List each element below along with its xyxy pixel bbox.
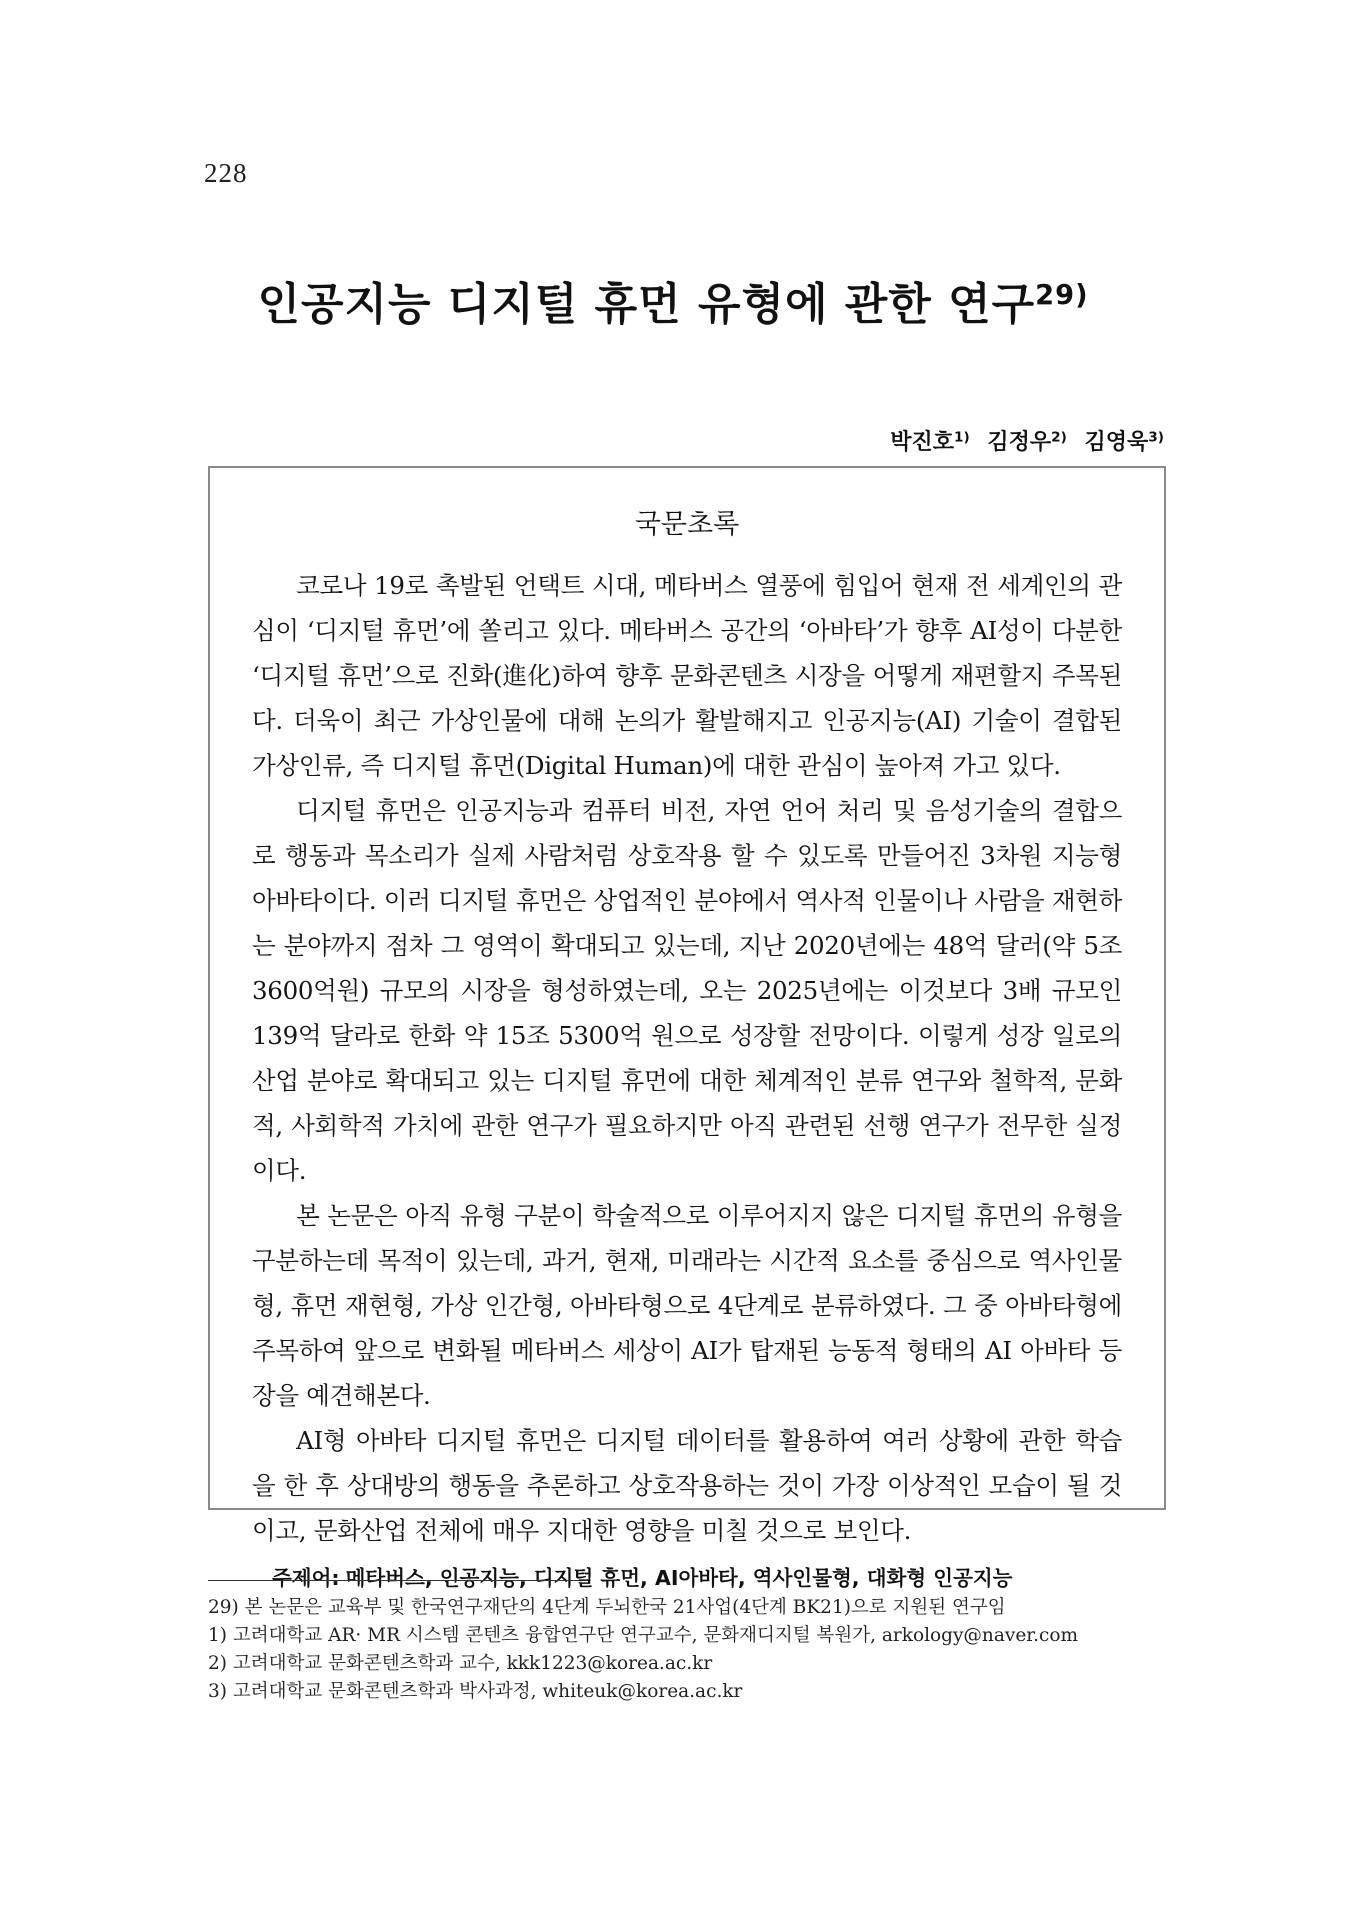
footnote: 2) 고려대학교 문화콘텐츠학과 교수, kkk1223@korea.ac.kr	[208, 1653, 713, 1674]
keywords-list: 메타버스, 인공지능, 디지털 휴먼, AI아바타, 역사인물형, 대화형 인공지능	[345, 1566, 1013, 1590]
author-list	[880, 425, 1164, 456]
author-name: 김정우	[987, 430, 1052, 455]
footnote: 29) 본 논문은 교육부 및 한국연구재단의 4단계 두뇌한국 21사업(4단계 BK21)으로 지원된 연구임	[208, 1597, 1006, 1618]
author-footnote-mark: 3)	[1148, 429, 1164, 446]
title-footnote-mark: 29)	[1035, 280, 1089, 311]
footnote: 3) 고려대학교 문화콘텐츠학과 박사과정, whiteuk@korea.ac.kr	[208, 1681, 743, 1702]
footnote-divider	[208, 1580, 580, 1581]
abstract-paragraph: 본 논문은 아직 유형 구분이 학술적으로 이루어지지 않은 디지털 휴먼의 유형을 구분하는데 목적이 있는데, 과거, 현재, 미래라는 시간적 요소를 중심으로 역사인물형, 휴먼 재현형, 가상 인간형, 아바타형으로 4단계로 분류하였다. 그 중 아바타형에 주목하여 앞으로 변화될 메타버스 세상이 AI가 탑재된 능동적 형태의 AI 아바타 등장을 예견해본다.	[252, 1201, 1122, 1410]
keywords-line	[252, 1561, 1122, 1591]
author-name: 박진호	[890, 430, 954, 455]
author	[987, 430, 1066, 455]
abstract-paragraph: 디지털 휴먼은 인공지능과 컴퓨터 비전, 자연 언어 처리 및 음성기술의 결합으로 행동과 목소리가 실제 사람처럼 상호작용 할 수 있도록 만들어진 3차원 지능형 아바타이다. 이러 디지털 휴먼은 상업적인 분야에서 역사적 인물이나 사람을 재현하는 분야까지 점차 그 영역이 확대되고 있는데, 지난 2020년에는 48억 달러(약 5조 3600억원) 규모의 시장을 형성하였는데, 오는 2025년에는 이것보다 3배 규모인 139억 달라로 한화 약 15조 5300억 원으로 성장할 전망이다. 이렇게 성장 일로의 산업 분야로 확대되고 있는 디지털 휴먼에 대한 체계적인 분류 연구와 철학적, 문화적, 사회학적 가치에 관한 연구가 필요하지만 아직 관련된 선행 연구가 전무한 실정이다.	[252, 796, 1122, 1185]
author	[890, 430, 969, 455]
footnote: 1) 고려대학교 AR· MR 시스템 콘텐츠 융합연구단 연구교수, 문화재디지털 복원가, arkology@naver.com	[208, 1625, 1079, 1646]
abstract-paragraph: AI형 아바타 디지털 휴먼은 디지털 데이터를 활용하여 여러 상황에 관한 학습을 한 후 상대방의 행동을 추론하고 상호작용하는 것이 가장 이상적인 모습이 될 것이고, 문화산업 전체에 매우 지대한 영향을 미칠 것으로 보인다.	[252, 1426, 1122, 1545]
paper-title-text: 인공지능 디지털 휴먼 유형에 관한 연구	[257, 279, 1036, 330]
paper-title	[0, 268, 1346, 332]
author-footnote-mark: 1)	[953, 429, 970, 446]
keywords-label: 주제어:	[272, 1566, 340, 1590]
abstract-box	[208, 466, 1166, 1590]
abstract-body	[252, 563, 1122, 1553]
author	[1085, 430, 1164, 455]
footnotes	[208, 1594, 1168, 1706]
page-number: 228	[204, 158, 248, 188]
author-name: 김영욱	[1084, 430, 1149, 455]
author-footnote-mark: 2)	[1051, 429, 1067, 446]
abstract-paragraph: 코로나 19로 촉발된 언택트 시대, 메타버스 열풍에 힘입어 현재 전 세계인의 관심이 ‘디지털 휴먼’에 쏠리고 있다. 메타버스 공간의 ‘아바타’가 향후 AI성이 다분한 ‘디지털 휴먼’으로 진화(進化)하여 향후 문화콘텐츠 시장을 어떻게 재편할지 주목된다. 더욱이 최근 가상인물에 대해 논의가 활발해지고 인공지능(AI) 기술이 결합된 가상인류, 즉 디지털 휴먼(Digital Human)에 대한 관심이 높아져 가고 있다.	[252, 571, 1122, 780]
abstract-heading: 국문초록	[634, 509, 740, 540]
